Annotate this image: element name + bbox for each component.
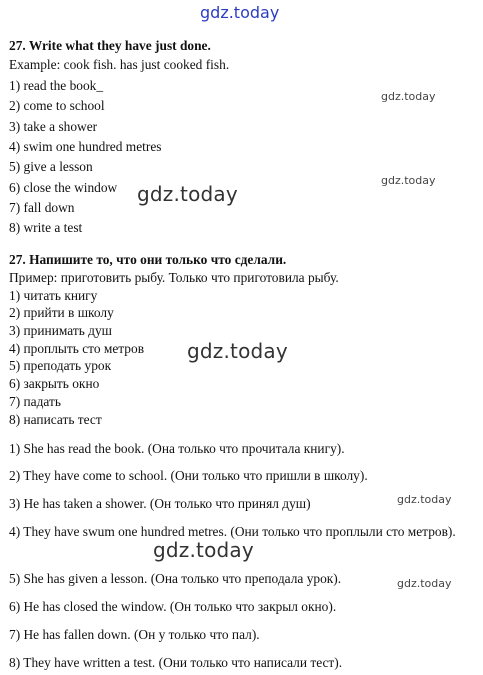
task-ru-item: 8) написать тест [9, 412, 102, 427]
answer-line: 6) He has closed the window. (Он только что закрыл окно). [9, 599, 337, 614]
watermark-side: gdz.today [397, 493, 452, 506]
task-en-item: 3) take a shower [9, 119, 98, 134]
answer-line: 1) She has read the book. (Она только что прочитала книгу). [9, 441, 345, 456]
task-ru-item: 2) прийти в школу [9, 305, 114, 320]
watermark-side: gdz.today [381, 90, 436, 103]
task-en-heading: 27. Write what they have just done. [9, 38, 211, 53]
task-en-item: 7) fall down [9, 200, 75, 215]
watermark-top: gdz.today [200, 3, 280, 22]
task-ru-item: 3) принимать душ [9, 323, 112, 338]
answer-line: 4) They have swum one hundred metres. (Они только что проплыли сто метров). [9, 524, 456, 539]
task-en-example: Example: cook fish. has just cooked fish. [9, 57, 230, 72]
answer-line: 5) She has given a lesson. (Она только что преподала урок). [9, 571, 342, 586]
task-ru-item: 5) преподать урок [9, 358, 112, 373]
task-ru-example: Пример: приготовить рыбу. Только что приготовила рыбу. [9, 270, 339, 285]
task-en-item: 6) close the window [9, 180, 118, 195]
task-en-item: 2) come to school [9, 98, 105, 113]
answer-line: 7) He has fallen down. (Он у только что пал). [9, 627, 260, 642]
task-en-item: 1) read the book_ [9, 78, 104, 93]
watermark-side: gdz.today [381, 174, 436, 187]
task-ru-heading: 27. Напишите то, что они только что сделали. [9, 252, 287, 267]
answer-line: 8) They have written a test. (Они только что написали тест). [9, 655, 343, 670]
watermark-center: gdz.today [137, 182, 238, 206]
watermark-center: gdz.today [187, 339, 288, 363]
answer-line: 2) They have come to school. (Они только что пришли в школу). [9, 468, 368, 483]
watermark-center: gdz.today [153, 538, 254, 562]
task-ru-item: 4) проплыть сто метров [9, 341, 145, 356]
task-ru-item: 7) падать [9, 394, 61, 409]
task-en-item: 5) give a lesson [9, 159, 93, 174]
task-ru-item: 1) читать книгу [9, 288, 98, 303]
watermark-side: gdz.today [397, 577, 452, 590]
task-ru-item: 6) закрыть окно [9, 376, 100, 391]
answer-line: 3) He has taken a shower. (Он только что принял душ) [9, 496, 311, 511]
task-en-item: 8) write a test [9, 220, 83, 235]
task-en-item: 4) swim one hundred metres [9, 139, 162, 154]
